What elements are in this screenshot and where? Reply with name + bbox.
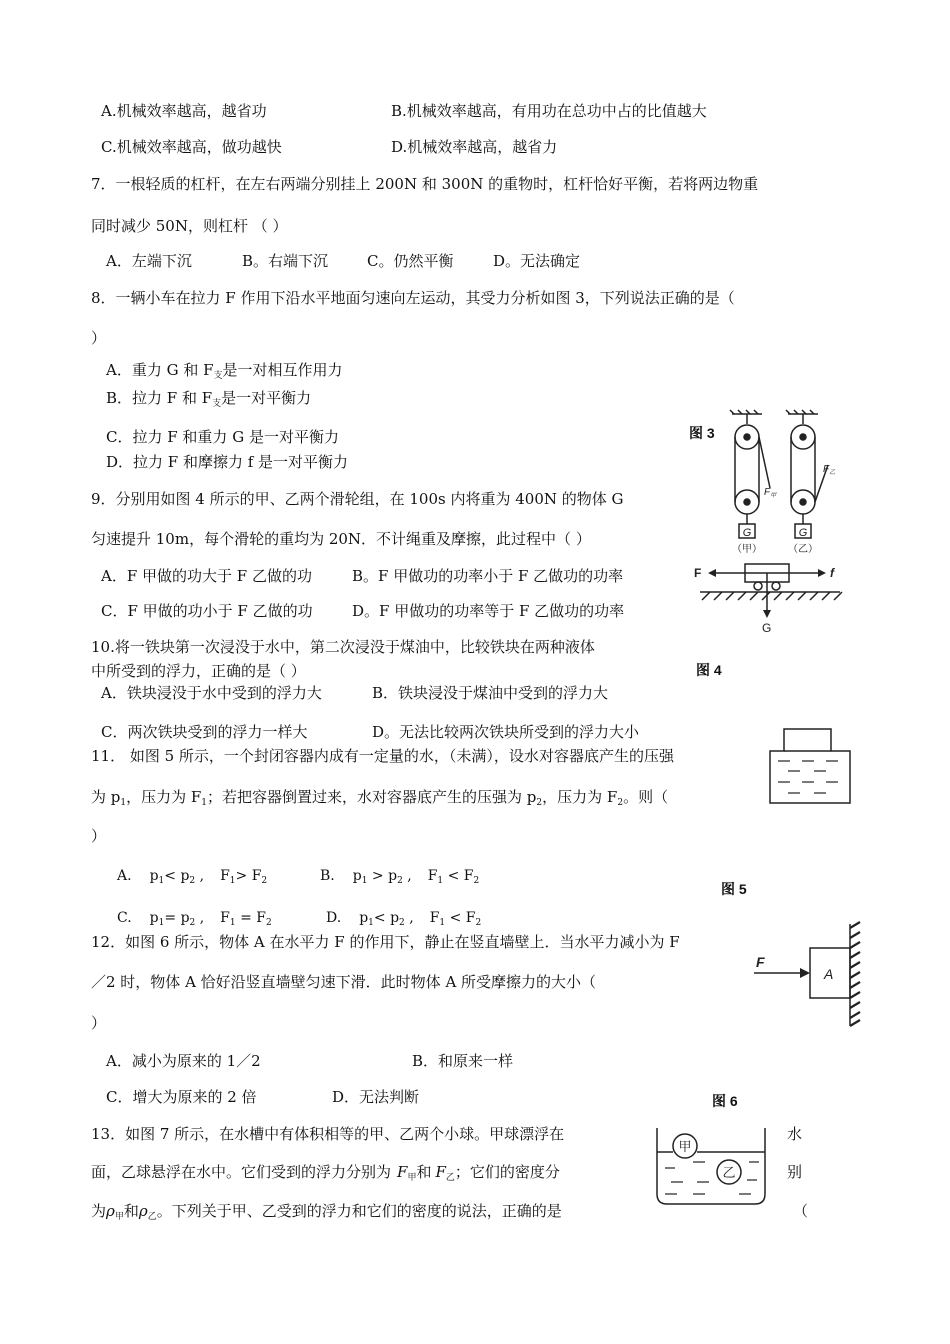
q13-text: 为 <box>91 1202 107 1220</box>
f-yi-sub: 乙 <box>829 470 836 476</box>
q11-option-c <box>117 908 272 933</box>
q11-sym: F <box>220 910 230 926</box>
q12-stem-line2: ／2 时，物体 A 恰好沿竖直墙壁匀速下滑．此时物体 A 所受摩擦力的大小（ <box>91 973 597 991</box>
q11-sym: F <box>465 910 476 926</box>
q11-sub: 2 <box>189 918 196 928</box>
q11-sym: , <box>407 868 412 884</box>
block-A-label: A <box>824 966 834 982</box>
q9-option-a: A．F 甲做的功大于 F 乙做的功 <box>101 567 312 585</box>
q12-stem-line1: 12．如图 6 所示，物体 A 在水平力 F 的作用下，静止在竖直墙壁上．当水平力减小为 F <box>91 933 680 951</box>
wall-block-figure <box>752 920 872 1030</box>
q13-text: 。下列关于甲、乙受到的浮力和它们的密度的说法，正确的是 <box>156 1202 562 1220</box>
q12-option-a: A．减小为原来的 1／2 <box>106 1052 261 1070</box>
q11-sub: 1 <box>437 876 444 886</box>
q11-sym: p <box>149 868 159 884</box>
q11-sym: F <box>427 868 438 884</box>
q11-sym: = <box>164 910 177 926</box>
q13-sym: ρ <box>106 1202 115 1220</box>
q7-stem-line1: 7．一根轻质的杠杆，在左右两端分别挂上 200N 和 300N 的重物时，杠杆恰好平衡，若将两边物重 <box>91 175 759 193</box>
q8-a-text-end: 是一对相互作用力 <box>222 361 343 379</box>
q13-text: ；它们的密度分 <box>454 1163 560 1181</box>
q10-stem-line2: 中所受到的浮力，正确的是（ ） <box>91 662 306 680</box>
q11-sym: , <box>409 910 414 926</box>
q11-sub: 1 <box>361 876 368 886</box>
pulley-system-yi <box>786 410 828 538</box>
q11-text: ，压力为 F <box>126 788 202 806</box>
cart-force-F: F <box>694 566 702 580</box>
figure-5-label: 图 5 <box>721 881 747 897</box>
q11-label: D. <box>326 910 342 926</box>
q13-text: 面，乙球悬浮在水中。它们受到的浮力分别为 <box>91 1163 392 1181</box>
q7-stem-line2: 同时减少 50N，则杠杆 （ ） <box>91 217 288 235</box>
f-jia-letter: F <box>764 487 771 498</box>
q9-option-b: B。F 甲做功的功率小于 F 乙做功的功率 <box>352 567 624 585</box>
q8-option-c: C．拉力 F 和重力 G 是一对平衡力 <box>106 428 339 446</box>
q13-sym: F <box>397 1163 408 1181</box>
q9-stem-line2: 匀速提升 10m，每个滑轮的重均为 20N．不计绳重及摩擦，此过程中（ ） <box>91 530 591 548</box>
q13-sym: ρ <box>138 1202 148 1220</box>
cart-friction-f: f <box>830 566 834 580</box>
cart-force-figure <box>690 556 850 636</box>
q10-option-d: D。无法比较两次铁块所受到的浮力大小 <box>372 723 640 741</box>
weight-G-yi: G <box>798 527 808 539</box>
q7-option-a: A．左端下沉 <box>106 252 192 270</box>
water-tank-figure <box>653 1124 773 1208</box>
q7-option-b: B。右端下沉 <box>242 252 329 270</box>
q11-stem-line1: 11． 如图 5 所示，一个封闭容器内成有一定量的水，（未满），设水对容器底产生的压强 <box>91 747 674 765</box>
container-figure <box>768 727 858 807</box>
q8-a-sub: 支 <box>213 371 223 381</box>
q11-sym: , <box>199 910 205 926</box>
ball-yi-label: 乙 <box>722 1165 736 1180</box>
q11-sym: p <box>180 910 190 926</box>
figure-3-label: 图 3 <box>689 425 715 441</box>
q13-stem-line3 <box>91 1201 562 1227</box>
q11-text: ；若把容器倒置过来，水对容器底产生的压强为 p <box>207 788 537 806</box>
q11-sym: > <box>371 868 384 884</box>
q11-sub: 2 <box>536 798 543 808</box>
q13-stem-line1: 13．如图 7 所示，在水槽中有体积相等的甲、乙两个小球。甲球漂浮在 <box>91 1125 565 1143</box>
q13-line3-end: （ <box>793 1202 809 1220</box>
q9-option-d: D。F 甲做功的功率等于 F 乙做功的功率 <box>352 602 625 620</box>
q11-sym: p <box>390 910 400 926</box>
q8-b-text: B．拉力 F 和 F <box>106 389 213 407</box>
q11-sym: p <box>359 910 369 926</box>
q12-option-d: D．无法判断 <box>332 1088 420 1106</box>
q8-b-sub: 支 <box>212 399 222 409</box>
q11-sym: < <box>449 910 462 926</box>
q11-sym: p <box>352 868 362 884</box>
q13-sub: 甲 <box>407 1173 417 1183</box>
pulley-system-jia <box>730 410 770 538</box>
q8-b-text-end: 是一对平衡力 <box>221 389 312 407</box>
q11-sub: 2 <box>397 876 403 886</box>
q8-a-text: A．重力 G 和 F <box>106 361 214 379</box>
q11-text: 。则（ <box>623 788 669 806</box>
q11-sym: < <box>164 868 176 884</box>
q11-sub: 1 <box>368 918 374 928</box>
q11-sub: 1 <box>158 876 165 886</box>
q11-sym: F <box>463 868 474 884</box>
q13-line2-end: 别 <box>787 1163 803 1181</box>
q11-label: B. <box>320 868 335 884</box>
q11-sub: 1 <box>229 876 236 886</box>
q13-sub: 乙 <box>147 1212 157 1222</box>
q11-sym: F <box>429 910 440 926</box>
q13-line1-end: 水 <box>787 1125 803 1143</box>
q7-option-c: C。仍然平衡 <box>367 252 454 270</box>
q11-text: 为 p <box>91 788 121 806</box>
q11-text: ，压力为 F <box>542 788 618 806</box>
pulley-systems-figure <box>710 410 860 560</box>
q10-option-a: A．铁块浸没于水中受到的浮力大 <box>101 684 322 702</box>
q11-option-a <box>117 866 267 891</box>
q11-sub: 1 <box>201 798 208 808</box>
q11-sub: 2 <box>189 876 196 886</box>
q11-sub: 1 <box>229 918 236 928</box>
q12-stem-line3: ） <box>91 1014 107 1032</box>
q11-sub: 2 <box>399 918 405 928</box>
q11-sub: 2 <box>617 798 624 808</box>
q8-stem-line1: 8．一辆小车在拉力 F 作用下沿水平地面匀速向左运动，其受力分析如图 3，下列说法正确的是（ <box>91 289 735 307</box>
q12-option-c: C．增大为原来的 2 倍 <box>106 1088 257 1106</box>
q11-sym: F <box>220 868 230 884</box>
q9-stem-line1: 9．分别用如图 4 所示的甲、乙两个滑轮组，在 100s 内将重为 400N 的物体 G <box>91 490 624 508</box>
q10-option-b: B．铁块浸没于煤油中受到的浮力大 <box>372 684 609 702</box>
q11-sub: 2 <box>475 918 482 928</box>
q11-sym: F <box>256 910 266 926</box>
q13-text: 和 <box>416 1163 432 1181</box>
q9-option-c: C．F 甲做的功小于 F 乙做的功 <box>101 602 313 620</box>
q10-option-c: C．两次铁块受到的浮力一样大 <box>101 723 308 741</box>
q11-sub: 1 <box>158 918 165 928</box>
ball-jia-label: 甲 <box>678 1139 692 1154</box>
q11-sym: = <box>240 910 252 926</box>
cart-gravity-G: G <box>762 621 772 635</box>
q8-option-a <box>106 360 343 386</box>
q13-sym: F <box>435 1163 446 1181</box>
q11-stem-line2 <box>91 787 668 813</box>
q13-stem-line2 <box>91 1162 560 1188</box>
figure-6-label: 图 6 <box>712 1093 738 1109</box>
q6-option-b: B.机械效率越高，有用功在总功中占的比值越大 <box>391 102 707 120</box>
q11-sub: 1 <box>120 798 127 808</box>
pulley-yi-caption: （乙） <box>788 544 818 555</box>
q11-sym: p <box>388 868 398 884</box>
q11-sub: 2 <box>265 918 272 928</box>
pulley-jia-caption: （甲） <box>732 544 762 555</box>
q11-sub: 1 <box>439 918 446 928</box>
weight-G-jia: G <box>742 527 752 539</box>
q11-sub: 2 <box>261 876 268 886</box>
figure-4-label: 图 4 <box>696 662 722 678</box>
q13-sub: 甲 <box>114 1212 124 1222</box>
q11-sym: < <box>373 910 386 926</box>
q13-sub: 乙 <box>445 1173 455 1183</box>
q11-option-d <box>326 908 481 933</box>
q8-stem-line2: ） <box>91 329 107 347</box>
q11-option-b <box>320 866 479 891</box>
q8-option-d: D．拉力 F 和摩擦力 f 是一对平衡力 <box>106 453 349 471</box>
q11-label: A. <box>117 868 132 884</box>
q11-sym: , <box>199 868 205 884</box>
q7-option-d: D。无法确定 <box>493 252 581 270</box>
q11-sym: F <box>251 868 262 884</box>
q11-sym: p <box>180 868 190 884</box>
q13-text: 和 <box>123 1202 139 1220</box>
force-F-yi <box>823 464 835 476</box>
q6-option-c: C.机械效率越高，做功越快 <box>101 138 282 156</box>
q6-option-d: D.机械效率越高，越省力 <box>391 138 558 156</box>
q11-stem-line3: ） <box>91 827 107 845</box>
q8-option-b <box>106 388 311 414</box>
q11-sub: 2 <box>473 876 480 886</box>
q10-stem-line1: 10.将一铁块第一次浸没于水中，第二次浸没于煤油中，比较铁块在两种液体 <box>91 638 595 656</box>
q11-sym: > <box>235 868 248 884</box>
q11-sym: < <box>447 868 460 884</box>
q6-option-a: A.机械效率越高，越省功 <box>101 102 267 120</box>
f-jia-sub: 甲 <box>770 493 777 499</box>
q11-sym: p <box>149 910 159 926</box>
q11-label: C. <box>117 910 132 926</box>
force-F-jia <box>764 487 777 499</box>
f-yi-letter: F <box>823 464 830 475</box>
wall-force-F: F <box>756 954 765 970</box>
q12-option-b: B．和原来一样 <box>412 1052 514 1070</box>
